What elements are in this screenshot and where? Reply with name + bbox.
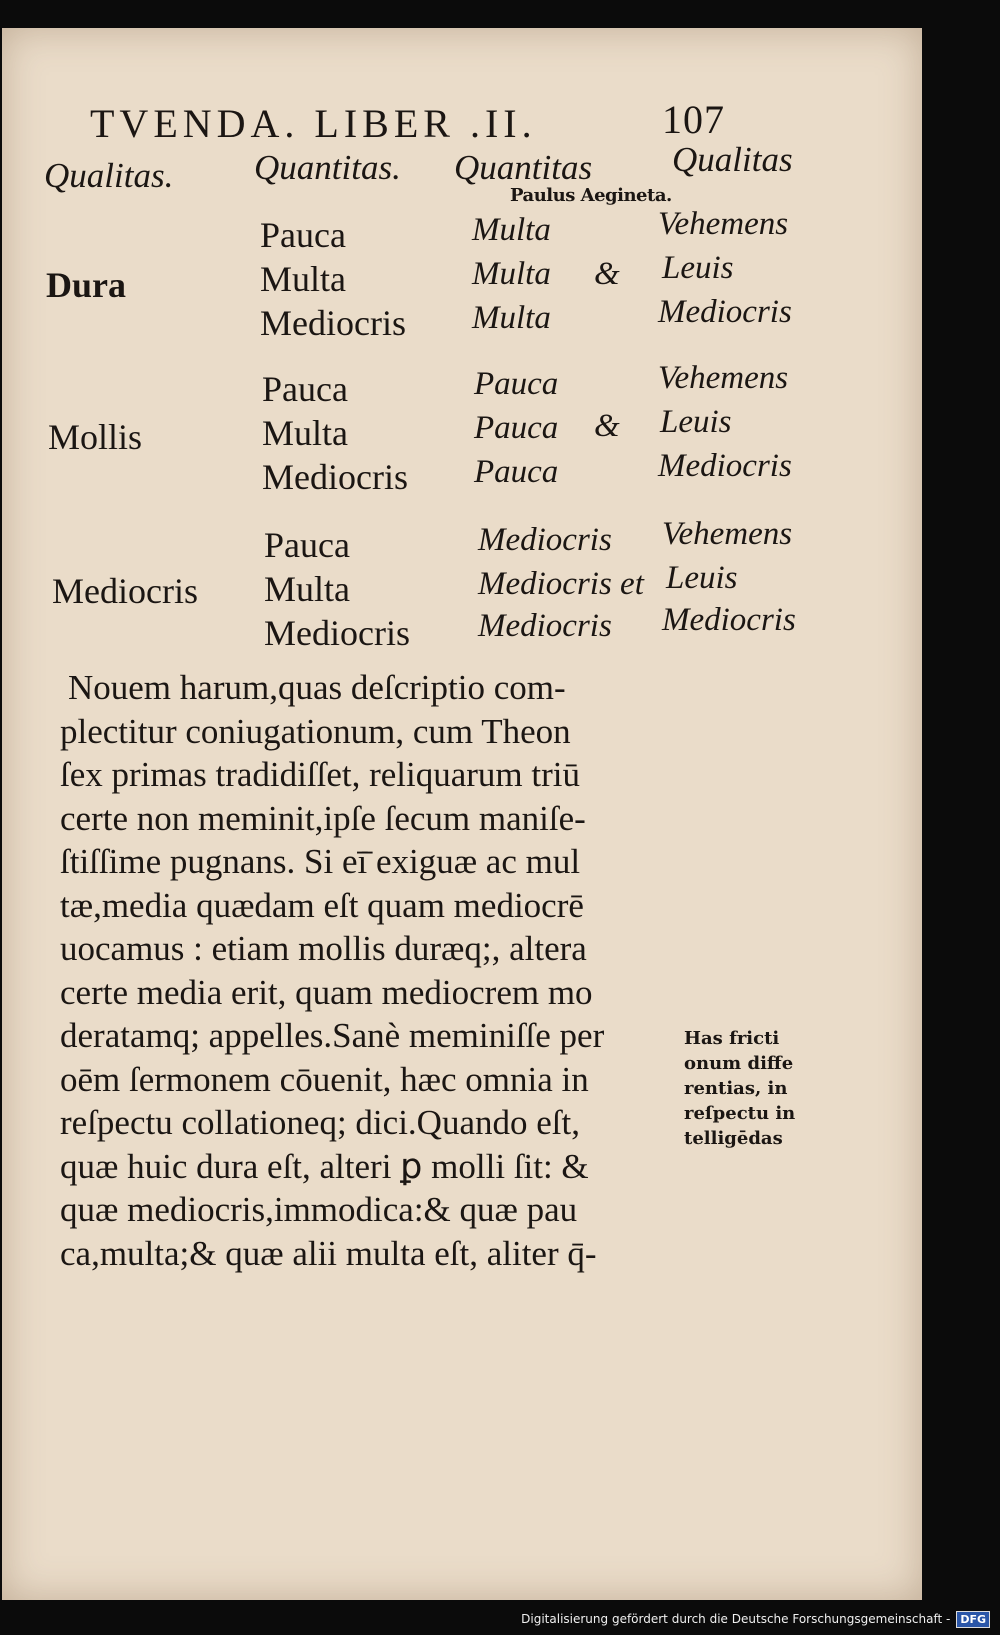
- body-line: ſex primas tradidiſſet, reliquarum triū: [60, 755, 580, 794]
- group-label: Mollis: [48, 417, 143, 457]
- group-label: Mediocris: [52, 571, 198, 611]
- quantity-cell-2: Multa: [472, 212, 551, 248]
- quantity-cell-2: Mediocris et: [478, 566, 644, 602]
- quality-cell: Leuis: [666, 560, 738, 596]
- quality-cell: Vehemens: [658, 206, 789, 242]
- quantity-cell-2: Multa: [472, 300, 551, 336]
- quality-cell: Vehemens: [658, 360, 789, 396]
- quantity-cell: Mediocris: [264, 613, 410, 653]
- book-page: [2, 28, 922, 1600]
- quality-cell: Mediocris: [662, 602, 796, 638]
- body-line: certe non meminit,ipſe ſecum maniſe-: [60, 798, 586, 838]
- quantity-cell: Multa: [264, 569, 350, 609]
- body-line: ca,multa;& quæ alii multa eſt, aliter q̄-: [60, 1233, 597, 1273]
- group-label: Dura: [46, 265, 126, 305]
- body-line: oēm ſermonem cōuenit, hæc omnia in: [60, 1059, 589, 1099]
- page-number: 107: [662, 97, 725, 142]
- quantity-cell-2: Mediocris: [478, 522, 612, 558]
- body-line: quæ huic dura eſt, alteri ꝑ molli ſit: &: [60, 1146, 589, 1186]
- quantity-cell: Multa: [260, 259, 346, 299]
- margin-note-line: rentias, in: [684, 1078, 788, 1099]
- quality-cell: Vehemens: [662, 516, 793, 552]
- digitization-credit: [521, 1609, 990, 1629]
- column-header-qualitas: Qualitas.: [44, 156, 174, 195]
- body-line: Nouem harum,quas deſcriptio com-: [68, 668, 566, 707]
- quality-cell: Mediocris: [658, 448, 792, 484]
- body-line: uocamus : etiam mollis duræq;, altera: [60, 929, 587, 968]
- credit-text: Digitalisierung gefördert durch die Deutsche Forschungsgemeinschaft -: [521, 1612, 951, 1626]
- quantity-cell-2: Pauca: [474, 410, 559, 446]
- body-line: deratamq; appelles.Sanè meminiſſe per: [60, 1016, 605, 1055]
- quantity-cell: Mediocris: [262, 457, 408, 497]
- quality-cell: Leuis: [660, 404, 732, 440]
- margin-note-line: reſpectu in: [684, 1103, 796, 1124]
- body-line: ſtiſſime pugnans. Si eī̄ exiguæ ac mul: [60, 842, 581, 881]
- source-attribution: Paulus Aegineta.: [510, 185, 672, 206]
- column-header-quantitas-2: Quantitas: [454, 148, 593, 187]
- margin-note-line: Has fricti: [684, 1028, 780, 1049]
- quantity-cell: Pauca: [262, 369, 348, 409]
- margin-note-line: onum diffe: [684, 1053, 794, 1074]
- running-title: TVENDA. LIBER .II.: [90, 101, 537, 146]
- quality-cell: Leuis: [662, 250, 734, 286]
- margin-note-line: telligēdas: [684, 1128, 783, 1149]
- quantity-cell: Mediocris: [260, 303, 406, 343]
- conjunction: &: [594, 408, 620, 444]
- body-paragraph: [60, 666, 604, 1275]
- quantity-cell: Pauca: [264, 525, 350, 565]
- quantity-cell-2: Pauca: [474, 366, 559, 402]
- quality-cell: Mediocris: [658, 294, 792, 330]
- quantity-cell-2: Mediocris: [478, 608, 612, 644]
- conjunction: &: [594, 256, 620, 292]
- quantity-cell-2: Multa: [472, 256, 551, 292]
- body-line: plectitur coniugationum, cum Theon: [60, 711, 571, 751]
- quantity-cell-2: Pauca: [474, 454, 559, 490]
- column-header-quantitas: Quantitas.: [254, 148, 401, 187]
- body-line: certe media erit, quam mediocrem mo: [60, 972, 593, 1012]
- margin-note: [684, 1026, 795, 1151]
- column-header-qualitas-2: Qualitas: [672, 140, 793, 179]
- body-line: reſpectu collationeq; dici.Quando eſt,: [60, 1103, 580, 1142]
- quantity-cell: Multa: [262, 413, 348, 453]
- dfg-logo: DFG: [956, 1611, 990, 1628]
- body-line: tæ,media quædam eſt quam mediocrē: [60, 885, 584, 925]
- body-line: quæ mediocris,immodica:& quæ pau: [60, 1190, 578, 1229]
- quantity-cell: Pauca: [260, 215, 346, 255]
